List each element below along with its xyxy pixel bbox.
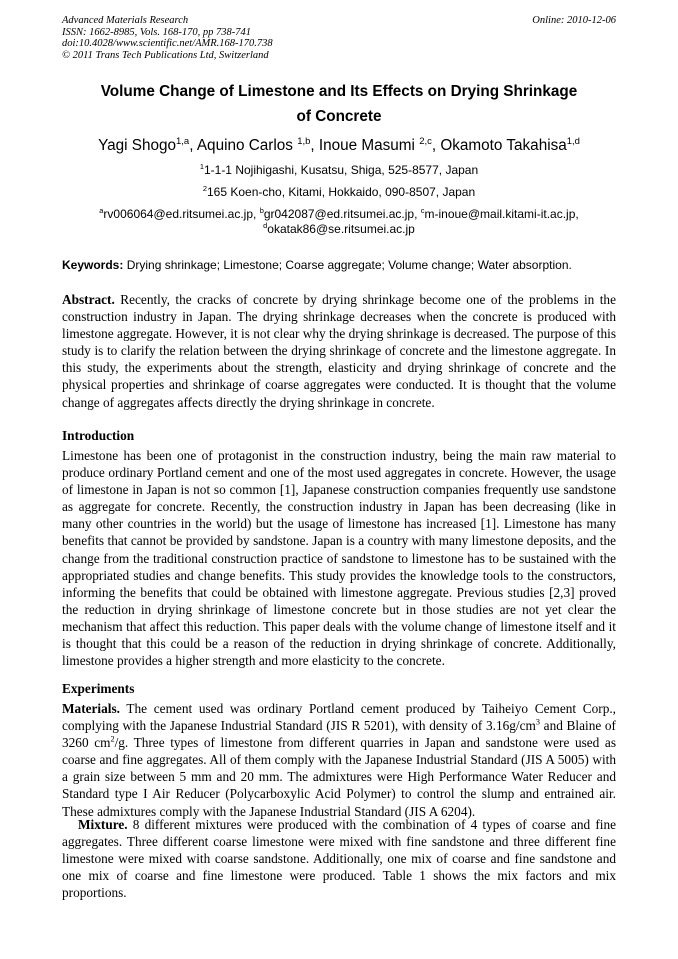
email-link[interactable]: okatak86@se.ritsumei.ac.jp: [267, 222, 415, 236]
author-name: Inoue Masumi: [318, 137, 420, 154]
doi-line: doi:10.4028/www.scientific.net/AMR.168-170.738: [62, 38, 273, 49]
materials-paragraph: [62, 700, 616, 820]
affiliation-2: [62, 185, 616, 200]
title-line-2: of Concrete: [296, 108, 382, 125]
author-separator: ,: [431, 137, 441, 154]
abstract-label: Abstract.: [62, 292, 115, 307]
mixture-label: Mixture.: [78, 817, 128, 832]
materials-text: /g. Three types of limestone from different quarries in Japan and sandstone were used as coarse and fine aggregates. All of them comply with the Japanese Industrial Standard (JIS A 5005) with a grain size between 5 mm and 20 mm. The admixtures were High Performance Water Reducer and Standard type I Air Reducer (Polycarboxylic Acid Polymer) to control the slump and entrained air. These admixtures comply with the Japanese Industrial Standard (JIS A 6204).: [62, 735, 617, 819]
email-mark: b: [259, 206, 264, 215]
unit-exponent: 2: [110, 734, 115, 744]
mixture-text: 8 different mixtures were produced with the combination of 4 types of coarse and fine aggregates. Three different coarse limestone were mixed with fine sandstone and three different fine limestone were mixed with coarse sandstone. Additionally, one mix of coarse and fine sandstone and one mix of coarse and fine limestone were produced. Table 1 shows the mix factors and mix proportions.: [62, 817, 616, 901]
affiliation-text: 165 Koen-cho, Kitami, Hokkaido, 090-8507, Japan: [206, 185, 476, 199]
email-mark: c: [420, 206, 425, 215]
author-separator: ,: [189, 137, 197, 154]
journal-name: Advanced Materials Research: [62, 15, 189, 26]
title-line-1: Volume Change of Limestone and Its Effects on Drying Shrinkage: [100, 83, 578, 100]
author-name: Aquino Carlos: [196, 137, 298, 154]
email-mark: a: [99, 206, 104, 215]
mixture-paragraph: [62, 816, 616, 901]
email-line-1: [62, 207, 616, 222]
email-mark: d: [263, 221, 268, 230]
running-header: [62, 15, 273, 61]
keywords-label: Keywords:: [62, 258, 124, 272]
copyright-line: © 2011 Trans Tech Publications Ltd, Switzerland: [62, 49, 269, 61]
materials-text: The cement used was ordinary Portland cement produced by Taiheiyo Cement Corp., complying with the Japanese Industrial Standard (JIS R 5201), with density of 3.16g/cm: [62, 701, 616, 734]
abstract-text: Recently, the cracks of concrete by drying shrinkage become one of the problems in the construction industry in Japan. The drying shrinkage decreases when the concrete is produced with limestone aggregate. However, it is not clear why the drying shrinkage is decreased. The purpose of this study is to clarify the relation between the drying shrinkage of concrete and the limestone aggregate. In this study, the experiments about the strength, elasticity and drying shrinkage of concrete and the physical properties and shrinkage of coarse aggregates were conducted. It is thought that the volume change of aggregates affects directly the drying shrinkage in concrete.: [62, 292, 616, 410]
keywords: [62, 258, 616, 273]
paper-title: [62, 79, 616, 129]
affiliation-1: [62, 163, 616, 178]
email-list: [62, 207, 616, 237]
email-link[interactable]: m-inoue@mail.kitami-it.ac.jp,: [424, 207, 579, 221]
author-affiliation-mark: 1,d: [566, 135, 580, 147]
author-affiliation-mark: 2,c: [419, 135, 432, 147]
author-list: [62, 136, 616, 156]
affiliation-text: 1-1-1 Nojihigashi, Kusatsu, Shiga, 525-8577, Japan: [203, 163, 479, 177]
author-name: Okamoto Takahisa: [440, 137, 567, 154]
author-separator: ,: [310, 137, 319, 154]
unit-exponent: 3: [535, 717, 540, 727]
issn-line: ISSN: 1662-8985, Vols. 168-170, pp 738-741: [62, 26, 251, 38]
introduction-text: Limestone has been one of protagonist in the construction industry, being the main raw material to produce ordinary Portland cement and one of the most used aggregates in concrete. However, the usage of limestone in Japan is not so common [1], Japanese construction companies frequently use sandstone as aggregate for concrete. Recently, the construction industry in Japan has been decreasing (like in many other countries in the world) but the usage of limestone has increased [1]. Limestone has many benefits that cannot be provided by sandstone. Japan is a country with many limestone deposits, and the change from the traditional construction practice of sandstone to limestone has to be sustained with the appropriated studies and change benefits. This study provides the knowledge tools to the constructors, informing the benefits that could be obtained with limestone aggregate. Previous studies [2,3] proved the reduction in drying shrinkage of limestone concrete but in those studies are not yet clear the mechanism that affect this reduction. This paper deals with the volume change of limestone itself and it is thought that this could be a reason of the reduction in drying shrinkage of concrete. Additionally, limestone provides a higher strength and more elasticity to the concrete.: [62, 448, 616, 669]
experiments-heading: Experiments: [62, 681, 135, 696]
email-line-2: [62, 222, 616, 237]
materials-label: Materials.: [62, 701, 120, 716]
author-affiliation-mark: 1,b: [297, 135, 311, 147]
email-link[interactable]: gr042087@ed.ritsumei.ac.jp,: [263, 207, 421, 221]
materials-text: and Blaine of 3260 cm: [62, 718, 616, 751]
email-link[interactable]: rv006064@ed.ritsumei.ac.jp,: [103, 207, 260, 221]
online-date: Online: 2010-12-06: [532, 15, 616, 26]
author-name: Yagi Shogo: [98, 137, 177, 154]
author-affiliation-mark: 1,a: [176, 135, 190, 147]
affiliation-mark: 1: [199, 162, 204, 171]
abstract: [62, 291, 616, 411]
introduction-heading: Introduction: [62, 428, 135, 443]
keywords-text: Drying shrinkage; Limestone; Coarse aggregate; Volume change; Water absorption.: [123, 258, 572, 272]
affiliation-mark: 2: [202, 184, 207, 193]
